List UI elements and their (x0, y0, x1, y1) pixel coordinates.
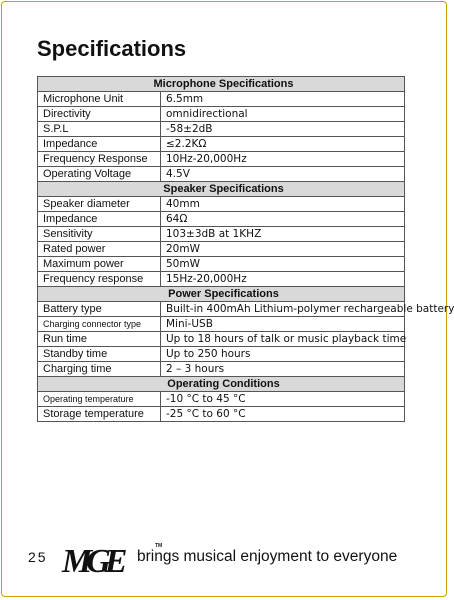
section-heading-speaker: Speaker Specifications (38, 182, 405, 197)
spec-label: Run time (38, 332, 161, 347)
spec-value: ≤2.2KΩ (161, 137, 405, 152)
spec-value: Up to 18 hours of talk or music playback time (161, 332, 405, 347)
spec-value: 6.5mm (161, 92, 405, 107)
spec-value: 20mW (161, 242, 405, 257)
spec-label: Battery type (38, 302, 161, 317)
table-row (38, 167, 405, 182)
specifications-table (37, 76, 454, 422)
spec-label: Sensitivity (38, 227, 161, 242)
table-row (38, 392, 405, 407)
table-row (38, 407, 405, 422)
page-footer (28, 540, 428, 580)
spec-value: 10Hz-20,000Hz (161, 152, 405, 167)
spec-label: Operating Voltage (38, 167, 161, 182)
spec-value: Up to 250 hours (161, 347, 405, 362)
table-row (38, 302, 405, 317)
table-row (38, 317, 405, 332)
spec-label: Charging time (38, 362, 161, 377)
table-row (38, 257, 405, 272)
footer-tagline: brings musical enjoyment to everyone (137, 548, 398, 565)
spec-value: 2 – 3 hours (161, 362, 405, 377)
table-row (38, 332, 405, 347)
section-heading-power: Power Specifications (38, 287, 405, 302)
spec-value: omnidirectional (161, 107, 405, 122)
spec-value: 64Ω (161, 212, 405, 227)
table-row (38, 137, 405, 152)
spec-value: 103±3dB at 1KHZ (161, 227, 405, 242)
table-row (38, 362, 405, 377)
spec-value: 40mm (161, 197, 405, 212)
spec-label: Storage temperature (38, 407, 161, 422)
table-row (38, 107, 405, 122)
spec-label: Maximum power (38, 257, 161, 272)
page-title: Specifications (37, 36, 187, 61)
spec-value: 4.5V (161, 167, 405, 182)
spec-value: -25 °C to 60 °C (161, 407, 405, 422)
spec-label: Microphone Unit (38, 92, 161, 107)
table-row (38, 122, 405, 137)
table-row (38, 197, 405, 212)
spec-label: S.P.L (38, 122, 161, 137)
spec-label: Rated power (38, 242, 161, 257)
table-row (38, 242, 405, 257)
spec-value: -10 °C to 45 °C (161, 392, 405, 407)
logo-wordmark: MGE (62, 543, 122, 580)
spec-label: Frequency Response (38, 152, 161, 167)
table-row (38, 227, 405, 242)
section-heading-operating: Operating Conditions (38, 377, 405, 392)
page-number: 25 (28, 549, 48, 565)
table-row (38, 272, 405, 287)
spec-value: Built-in 400mAh Lithium-polymer rechargeable battery (161, 302, 405, 317)
spec-label: Impedance (38, 137, 161, 152)
logo-trademark: TM (155, 543, 163, 549)
spec-label: Impedance (38, 212, 161, 227)
spec-value: Mini-USB (161, 317, 405, 332)
table-row (38, 152, 405, 167)
spec-label: Speaker diameter (38, 197, 161, 212)
spec-value: -58±2dB (161, 122, 405, 137)
table-row (38, 347, 405, 362)
spec-label: Frequency response (38, 272, 161, 287)
spec-label: Standby time (38, 347, 161, 362)
spec-label: Charging connector type (38, 317, 161, 332)
table-row (38, 212, 405, 227)
spec-value: 15Hz-20,000Hz (161, 272, 405, 287)
spec-label: Directivity (38, 107, 161, 122)
section-heading-microphone: Microphone Specifications (38, 77, 405, 92)
spec-label: Operating temperature (38, 392, 161, 407)
spec-value: 50mW (161, 257, 405, 272)
table-row (38, 92, 405, 107)
